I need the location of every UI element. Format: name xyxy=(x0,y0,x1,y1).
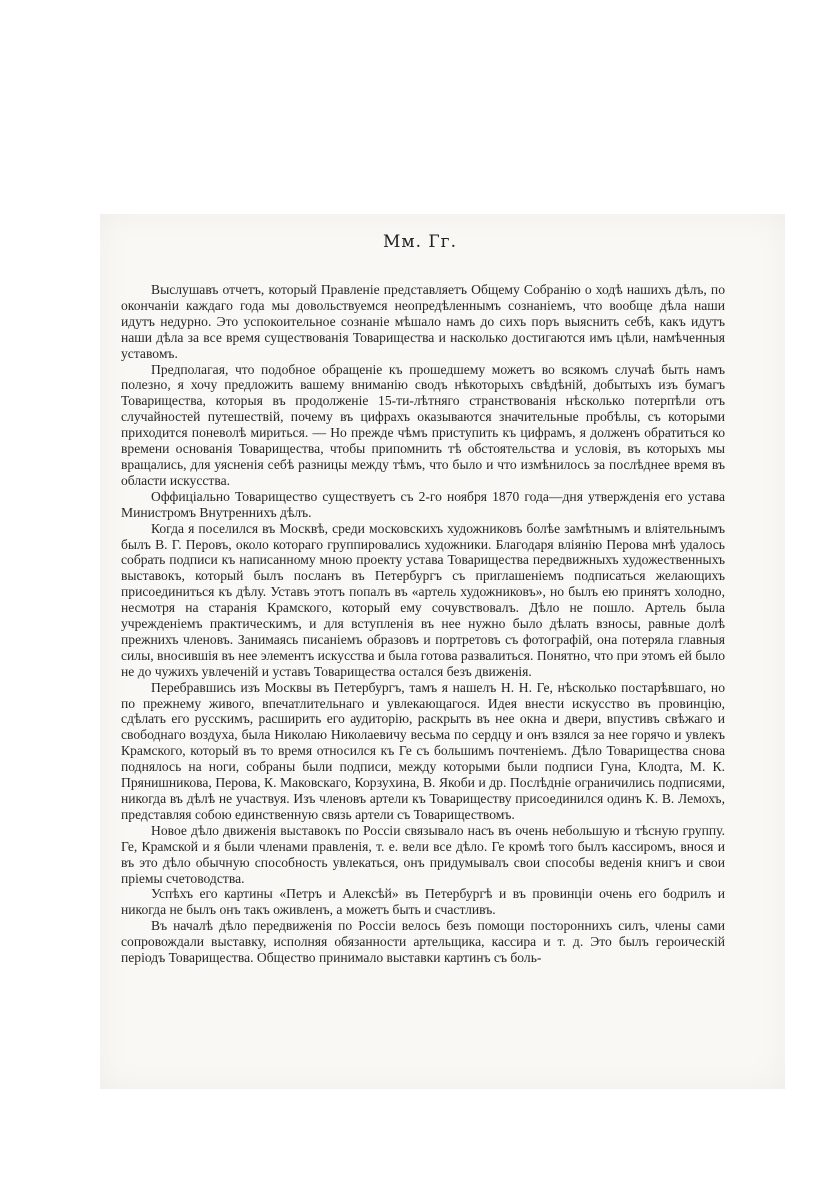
page-title: Мм. Гг. xyxy=(382,232,457,252)
paragraph-8: Въ началѣ дѣло передвиженія по Россіи велось безъ помощи постороннихъ силъ, члены сами сопровождали выставку, исполняя обязанности артельщика, кассира и т. д. Это былъ героическій періодъ Товарищества. Общество принимало выставки картинъ съ боль- xyxy=(121,918,725,966)
paragraph-7: Успѣхъ его картины «Петръ и Алексѣй» въ Петербургѣ и въ провинціи очень его бодрилъ и никогда не былъ онъ такъ оживленъ, а можетъ быть и счастливъ. xyxy=(121,886,725,918)
paragraph-6: Новое дѣло движенія выставокъ по Россіи связывало насъ въ очень небольшую и тѣсную группу. Ге, Крамской и я были членами правленія, т. е. вели все дѣло. Ге кромѣ того былъ кассиромъ, внося и въ это дѣло обычную способность увлекаться, онъ придумывалъ свои способы веденія книгъ и свои пріемы счетоводства. xyxy=(121,822,725,886)
paragraph-1: Выслушавъ отчетъ, который Правленіе представляетъ Общему Собранію о ходѣ нашихъ дѣлъ, по окончаніи каждаго года мы довольствуемся неопредѣленнымъ сознаніемъ, что вообще дѣла наши идутъ недурно. Это успокоительное сознаніе мѣшало намъ до сихъ поръ выяснить себѣ, какъ идутъ наши дѣла за все время существованія Товарищества и насколько достигаются имъ цѣли, намѣченныя уставомъ. xyxy=(121,282,725,361)
paragraph-5: Перебравшись изъ Москвы въ Петербургъ, тамъ я нашелъ Н. Н. Ге, нѣсколько постарѣвшаго, но по прежнему живого, впечатлительнаго и увлекающагося. Идея внести искусство въ провинцію, сдѣлать его русскимъ, расширить его аудиторію, раскрыть въ нее окна и двери, впустивъ свѣжаго и свободнаго воздуха, была Николаю Николаевичу весьма по сердцу и онъ взялся за нее горячо и увлекъ Крамского, который въ то время относился къ Ге съ большимъ почтеніемъ. Дѣло Товарищества снова поднялось на ноги, собраны были подписи, между которыми были подписи Гуна, Клодта, М. К. Прянишникова, Перова, К. Маковскаго, Корзухина, В. Якоби и др. Послѣдніе ограничились подписями, никогда въ дѣлѣ не участвуя. Изъ членовъ артели къ Товариществу присоединился одинъ К. В. Лемохъ, представляя собою единственную связь артели съ Товариществомъ. xyxy=(121,679,725,822)
paragraph-2: Предполагая, что подобное обращеніе къ прошедшему можетъ во всякомъ случаѣ быть намъ полезно, я хочу предложить вашему вниманію сводъ нѣкоторыхъ свѣдѣній, добытыхъ изъ бумагъ Товарищества, которыя въ продолженіе 15-ти-лѣтняго странствованія нѣсколько потерпѣли отъ случайностей путешествій, почему въ цифрахъ оказываются значительные пробѣлы, съ которыми приходится поневолѣ мириться. — Но прежде чѣмъ приступить къ цифрамъ, я долженъ обратиться ко времени основанія Товарищества, чтобы припомнить тѣ обстоятельства и условія, въ которыхъ мы вращались, для уясненія себѣ разницы между тѣмъ, что было и что измѣнилось за послѣднее время въ области искусства. xyxy=(121,361,725,488)
paragraph-4: Когда я поселился въ Москвѣ, среди московскихъ художниковъ болѣе замѣтнымъ и вліятельнымъ былъ В. Г. Перовъ, около котораго группировались художники. Благодаря вліянію Перова мнѣ удалось собрать подписи къ написанному мною проекту устава Товарищества передвижныхъ художественныхъ выставокъ, который былъ посланъ въ Петербургъ съ приглашеніемъ подписаться желающихъ присоединиться къ дѣлу. Уставъ этотъ попалъ въ «артель художниковъ», но былъ ею принятъ холодно, несмотря на старанія Крамского, который ему сочувствовалъ. Дѣло не пошло. Артель была учрежденіемъ практическимъ, и для вступленія въ нее нужно было дѣлать взносы, равные долѣ прежнихъ членовъ. Занимаясь писаніемъ образовъ и портретовъ съ фотографій, она потеряла главныя силы, вносившія въ нее элементъ искусства и была готова развалиться. Понятно, что при этомъ ей было не до чужихъ увлеченій и уставъ Товарищества остался безъ движенія. xyxy=(121,520,725,679)
paragraph-3: Оффиціально Товарищество существуетъ съ 2-го ноября 1870 года—дня утвержденія его устава Министромъ Внутреннихъ дѣлъ. xyxy=(121,488,725,520)
document-body xyxy=(121,282,725,966)
